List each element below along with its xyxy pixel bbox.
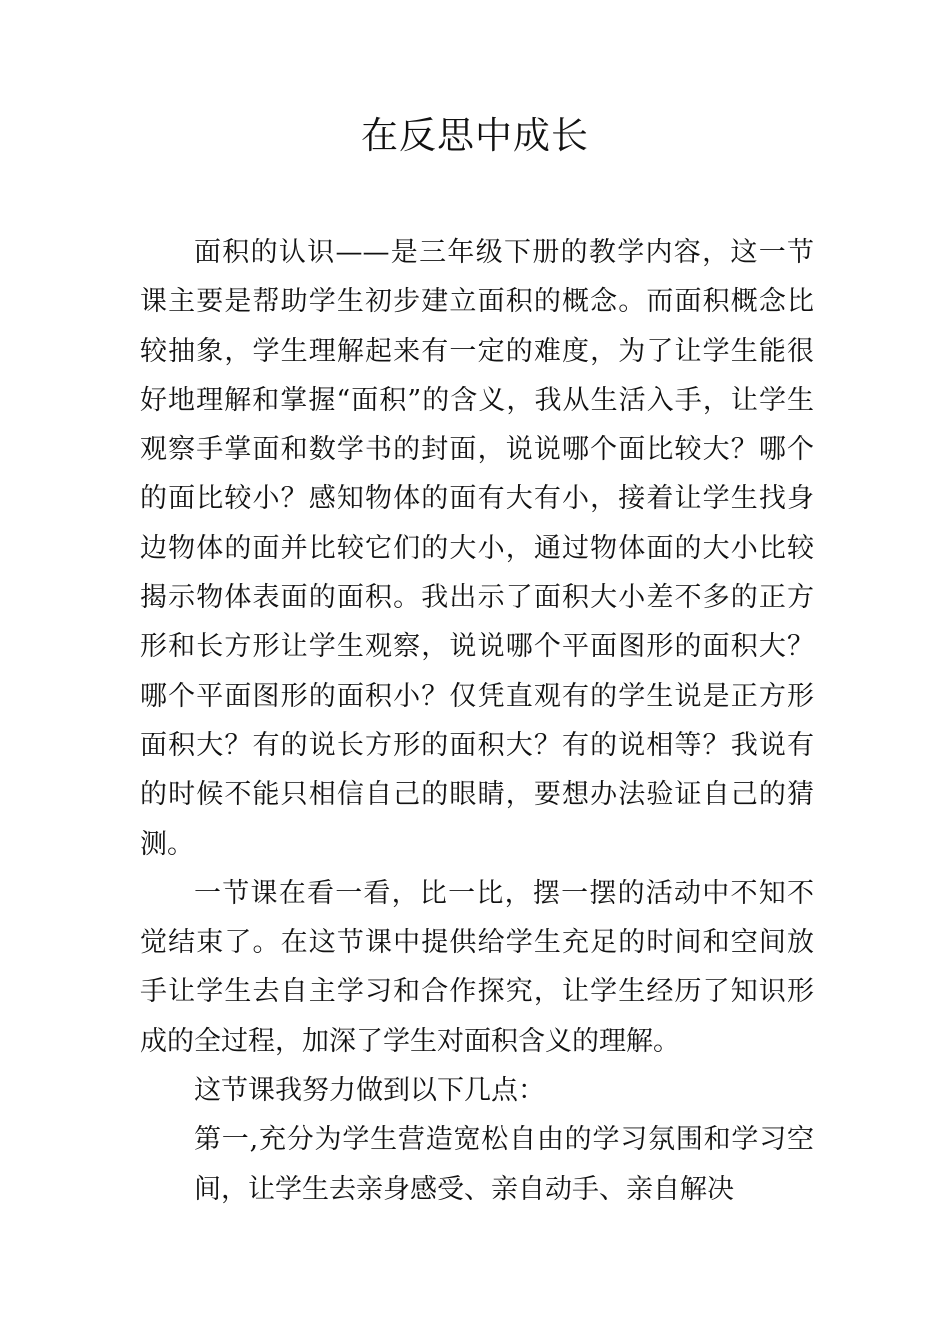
- document-title: 在反思中成长: [361, 114, 589, 157]
- paragraph-2: 一节课在看一看，比一比，摆一摆的活动中不知不觉结束了。在这节课中提供给学生充足的时间和空间放手让学生去自主学习和合作探究，让学生经历了知识形成的全过程，加深了学生对面积含义的理解。: [140, 877, 814, 1057]
- document-body: [140, 228, 814, 1214]
- paragraph-3: 这节课我努力做到以下几点：: [194, 1075, 545, 1107]
- paragraph-4: 第一,充分为学生营造宽松自由的学习氛围和学习空间，让学生去亲身感受、亲自动手、亲自解决: [194, 1124, 814, 1205]
- paragraph-1: 面积的认识——是三年级下册的教学内容，这一节课主要是帮助学生初步建立面积的概念。而面积概念比较抽象，学生理解起来有一定的难度，为了让学生能很好地理解和掌握“面积”的含义，我从生活入手，让学生观察手掌面和数学书的封面，说说哪个面比较大？哪个的面比较小？感知物体的面有大有小，接着让学生找身边物体的面并比较它们的大小，通过物体面的大小比较揭示物体表面的面积。我出示了面积大小差不多的正方形和长方形让学生观察，说说哪个平面图形的面积大？哪个平面图形的面积小？仅凭直观有的学生说是正方形面积大？有的说长方形的面积大？有的说相等？我说有的时候不能只相信自己的眼睛，要想办法验证自己的猜测。: [140, 237, 814, 860]
